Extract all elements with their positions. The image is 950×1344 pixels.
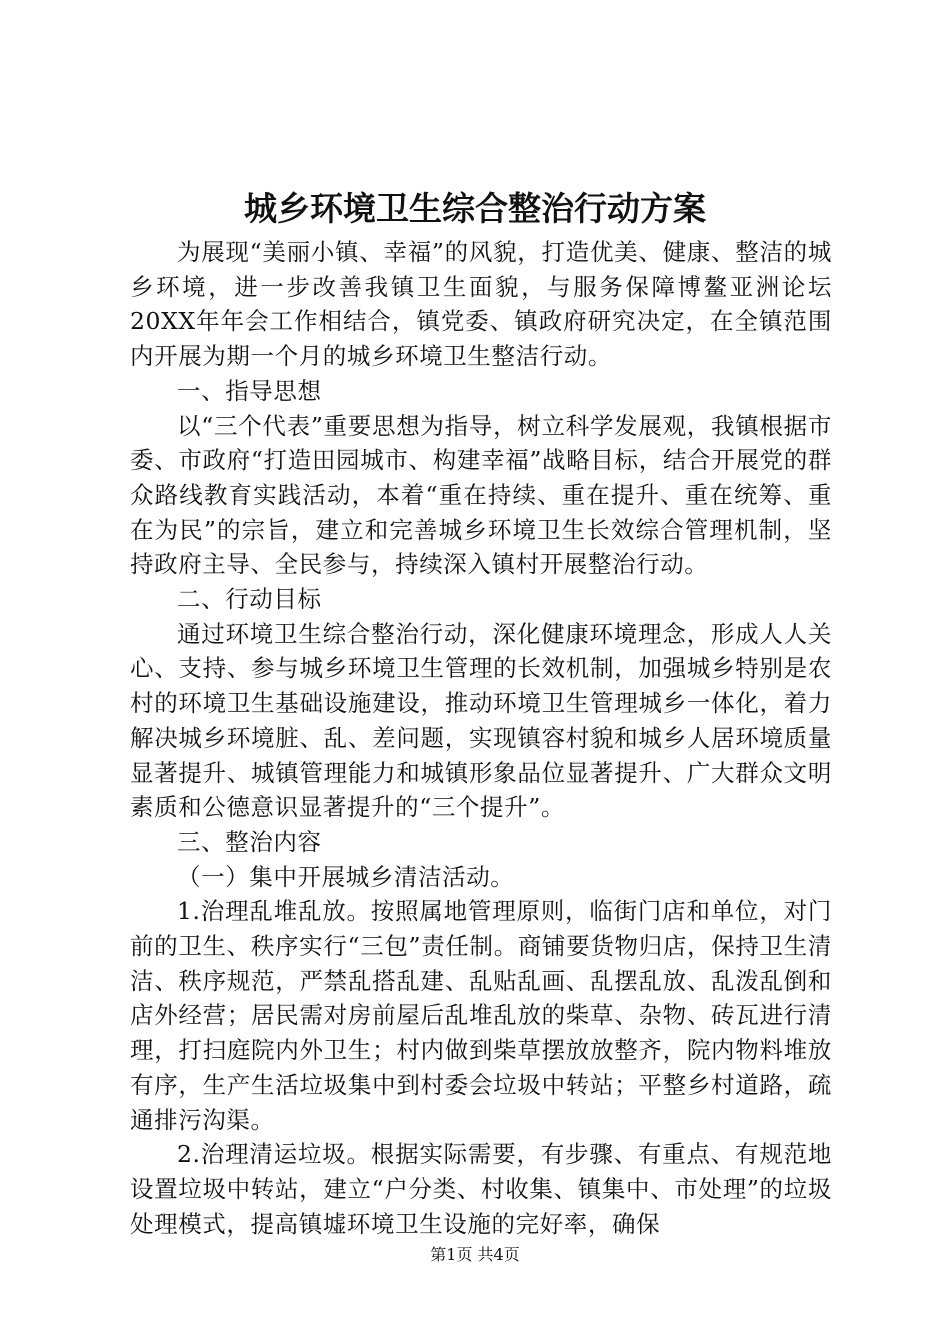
body-paragraph: 通过环境卫生综合整治行动，深化健康环境理念，形成人人关心、支持、参与城乡环境卫生管理的长效机制，加强城乡特别是农村的环境卫生基础设施建设，推动环境卫生管理城乡一体化，着力解决城乡环境脏、乱、差问题，实现镇容村貌和城乡人居环境质量显著提升、城镇管理能力和城镇形象品位显著提升、广大群众文明素质和公德意识显著提升的“三个提升”。 — [130, 619, 832, 822]
intro-paragraph: 为展现“美丽小镇、幸福”的风貌，打造优美、健康、整洁的城乡环境，进一步改善我镇卫生面貌，与服务保障博鳌亚洲论坛20XX年年会工作相结合，镇党委、镇政府研究决定，在全镇范围内开展为期一个月的城乡环境卫生整洁行动。 — [130, 238, 832, 371]
body-paragraph: 以“三个代表”重要思想为指导，树立科学发展观，我镇根据市委、市政府“打造田园城市、构建幸福”战略目标，结合开展党的群众路线教育实践活动，本着“重在持续、重在提升、重在统筹、重在为民”的宗旨，建立和完善城乡环境卫生长效综合管理机制，坚持政府主导、全民参与，持续深入镇村开展整治行动。 — [130, 411, 832, 579]
subsection-heading: （一）集中开展城乡清洁活动。 — [177, 862, 515, 891]
section-heading-rectification-content: 三、整治内容 — [177, 827, 322, 856]
body-paragraph: 1.治理乱堆乱放。按照属地管理原则，临街门店和单位，对门前的卫生、秩序实行“三包”责任制。商铺要货物归店，保持卫生清洁、秩序规范，严禁乱搭乱建、乱贴乱画、乱摆乱放、乱泼乱倒和店外经营；居民需对房前屋后乱堆乱放的柴草、杂物、砖瓦进行清理，打扫庭院内外卫生；村内做到柴草摆放放整齐，院内物料堆放有序，生产生活垃圾集中到村委会垃圾中转站；平整乡村道路，疏通排污沟渠。 — [130, 897, 832, 1134]
body-paragraph: 2.治理清运垃圾。根据实际需要，有步骤、有重点、有规范地设置垃圾中转站，建立“户分类、村收集、镇集中、市处理”的垃圾处理模式，提高镇墟环境卫生设施的完好率，确保 — [130, 1140, 832, 1238]
document-title: 城乡环境卫生综合整治行动方案 — [244, 189, 706, 228]
document-body — [130, 235, 832, 1241]
page-footer: 第1页 共4页 — [430, 1245, 520, 1264]
section-heading-action-goals: 二、行动目标 — [177, 585, 322, 614]
section-heading-guiding-ideology: 一、指导思想 — [177, 376, 322, 405]
